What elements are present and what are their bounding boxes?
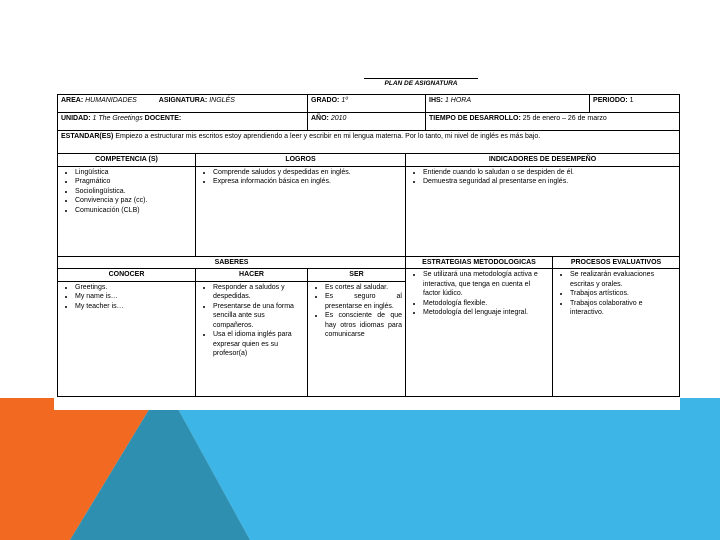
competencia-item: • Lingüística (75, 168, 192, 178)
conocer-cell (58, 281, 196, 396)
asignatura-value: INGLÉS (209, 97, 235, 104)
estandar-cell (58, 131, 680, 154)
hacer-cell (196, 281, 308, 396)
competencias-list (61, 168, 192, 216)
hacer-list (199, 283, 304, 359)
estrategia-item: • Se utilizará una metodología activa e interactiva, que tenga en cuenta el factor lúdico. (423, 270, 549, 299)
indicador-item: • Demuestra seguridad al presentarse en inglés. (423, 177, 676, 187)
logros-cell (196, 166, 406, 256)
proceso-item: • Trabajos colaborativo e interactivo. (570, 299, 676, 318)
competencia-item: • Sociolingüística. (75, 187, 192, 197)
docente-label: DOCENTE: (144, 115, 182, 122)
hacer-item: • Presentarse de una forma sencilla ante sus compañeros. (213, 302, 304, 331)
conocer-item: • My name is… (75, 292, 192, 302)
competencia-item: • Convivencia y paz (cc). (75, 196, 192, 206)
area-value: HUMANIDADES (85, 97, 137, 104)
section-header-row-1 (58, 154, 680, 167)
procesos-list (556, 270, 676, 318)
ser-item: • Es cortes al saludar. (325, 283, 402, 293)
competencia-header: COMPETENCIA (S) (58, 154, 196, 167)
hacer-item: • Responder a saludos y despedidas. (213, 283, 304, 302)
ser-item: • Es seguro al presentarse en inglés. (325, 292, 402, 311)
ihs-value: 1 HORA (444, 97, 472, 104)
saberes-header: SABERES (58, 256, 406, 269)
competencias-cell (58, 166, 196, 256)
estrategias-list (409, 270, 549, 318)
document-title: PLAN DE ASIGNATURA (364, 78, 478, 87)
unidad-value: 1 The Greetings (92, 115, 143, 122)
estrategias-header: ESTRATEGIAS METODOLOGICAS (406, 256, 553, 269)
indicadores-header: INDICADORES DE DESEMPEÑO (406, 154, 680, 167)
hacer-header: HACER (196, 269, 308, 282)
logros-list (199, 168, 402, 187)
conocer-item: • Greetings. (75, 283, 192, 293)
competencias-row (58, 166, 680, 256)
unidad-cell: UNIDAD: 1 The Greetings DOCENTE: (58, 113, 308, 131)
ihs-cell: IHS: 1 HORA (426, 95, 590, 113)
plan-document (54, 72, 680, 410)
ser-item: • Es consciente de que hay otros idiomas para comunicarse (325, 311, 402, 340)
plan-table (57, 94, 680, 397)
indicadores-list (409, 168, 676, 187)
logro-item: • Comprende saludos y despedidas en inglés. (213, 168, 402, 178)
estandar-row (58, 131, 680, 154)
tiempo-value: 25 de enero – 26 de marzo (522, 115, 607, 122)
conocer-header: CONOCER (58, 269, 196, 282)
estandar-text: Empiezo a estructurar mis escritos estoy aprendiendo a leer y escribir en mi lengua materna. Por lo tanto, mi nivel de inglés es más bajo. (115, 133, 541, 140)
ser-list (311, 283, 402, 340)
procesos-header: PROCESOS EVALUATIVOS (553, 256, 680, 269)
indicador-item: • Entiende cuando lo saludan o se despiden de él. (423, 168, 676, 178)
estandar-label: ESTANDAR(ES) (61, 133, 114, 140)
proceso-item: • Trabajos artísticos. (570, 289, 676, 299)
estrategia-item: • Metodología del lenguaje integral. (423, 308, 549, 318)
area-asignatura-cell: AREA: HUMANIDADES ASIGNATURA: INGLÉS (58, 95, 308, 113)
hacer-item: • Usa el idioma inglés para expresar quien es su profesor(a) (213, 330, 304, 359)
ser-cell (308, 281, 406, 396)
logros-header: LOGROS (196, 154, 406, 167)
estrategias-cell (406, 269, 553, 397)
competencia-item: • Comunicación (CLB) (75, 206, 192, 216)
estrategia-item: • Metodología flexible. (423, 299, 549, 309)
header-row-area (58, 95, 680, 113)
anio-value: 2010 (330, 115, 347, 122)
conocer-list (61, 283, 192, 312)
saberes-subheader-row (58, 269, 680, 282)
periodo-cell: PERIODO: 1 (590, 95, 680, 113)
logro-item: • Expresa información básica en inglés. (213, 177, 402, 187)
header-row-unidad (58, 113, 680, 131)
grado-value: 1º (341, 97, 348, 104)
section-header-row-2 (58, 256, 680, 269)
light-blue-shape (172, 398, 720, 540)
ser-header: SER (308, 269, 406, 282)
indicadores-cell (406, 166, 680, 256)
tiempo-cell: TIEMPO DE DESARROLLO: 25 de enero – 26 de marzo (426, 113, 680, 131)
conocer-item: • My teacher is… (75, 302, 192, 312)
proceso-item: • Se realizarán evaluaciones escritas y orales. (570, 270, 676, 289)
anio-cell: AÑO: 2010 (308, 113, 426, 131)
competencia-item: • Pragmático (75, 177, 192, 187)
grado-cell: GRADO: 1º (308, 95, 426, 113)
periodo-value: 1 (629, 97, 634, 104)
procesos-cell (553, 269, 680, 397)
